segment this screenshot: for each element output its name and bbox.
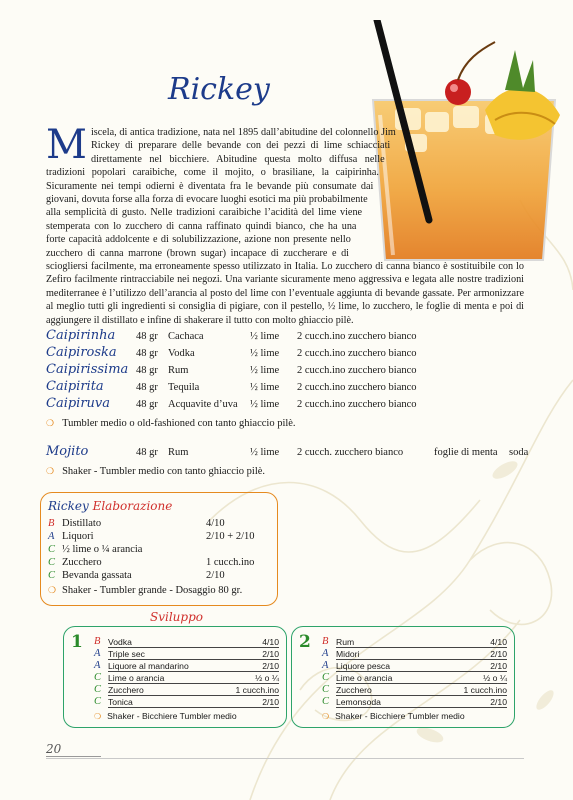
box-number: 1 [71, 632, 83, 652]
variant-row [46, 345, 447, 362]
row-letter: B [48, 518, 55, 529]
variant-sugar: 2 cucch.ino zucchero bianco [297, 382, 417, 393]
row-letter: C [322, 696, 330, 707]
row-letter: B [94, 636, 101, 647]
variant-lime: ½ lime [250, 331, 280, 342]
variant-lime: ½ lime [250, 365, 280, 376]
variant-qty: 48 gr [136, 365, 158, 376]
variant-sugar: 2 cucch.ino zucchero bianco [297, 348, 417, 359]
page-title: Rickey [168, 72, 270, 107]
mojito-note [46, 466, 265, 477]
variant-row [46, 379, 447, 396]
row-item: Lime o arancia [108, 673, 165, 683]
sviluppo-note-text: Shaker - Bicchiere Tumbler medio [335, 711, 465, 721]
row-letter: C [48, 557, 56, 568]
row-letter: A [322, 660, 329, 671]
row-item: Vodka [108, 637, 132, 647]
sviluppo-row [94, 649, 279, 660]
variants-note-text: Tumbler medio o old-fashioned con tanto ghiaccio pilè. [62, 418, 296, 429]
variant-qty: 48 gr [136, 348, 158, 359]
variant-sugar: 2 cucch.ino zucchero bianco [297, 399, 417, 410]
variant-row [46, 328, 447, 345]
sviluppo-row [322, 685, 507, 696]
row-letter: C [94, 696, 102, 707]
elaborazione-row [48, 531, 255, 542]
sviluppo-row [322, 649, 507, 660]
sviluppo-row [94, 661, 279, 672]
row-amount: 2/10 [262, 661, 279, 671]
sviluppo-row [322, 673, 507, 684]
variant-spirit: Cachaca [168, 331, 204, 342]
row-amount: 1 cucch.ino [235, 685, 279, 695]
page-number: 20 [46, 742, 101, 757]
row-letter: A [94, 660, 101, 671]
row-amount: 2/10 [490, 697, 507, 707]
row-letter: C [48, 570, 56, 581]
sviluppo-row [322, 697, 507, 708]
row-amount: 4/10 [262, 637, 279, 647]
row-item: Tonica [108, 697, 133, 707]
row-item: Liquore al mandarino [108, 661, 189, 671]
sviluppo-note [322, 711, 465, 721]
variant-spirit: Tequila [168, 382, 200, 393]
row-item: Lemonsoda [336, 697, 381, 707]
variant-lime: ½ lime [250, 399, 280, 410]
row-item: Liquore pesca [336, 661, 390, 671]
row-item: Lime o arancia [336, 673, 393, 683]
mojito-name: Mojito [46, 444, 89, 459]
variant-lime: ½ lime [250, 348, 280, 359]
row-letter: C [48, 544, 56, 555]
variant-lime: ½ lime [250, 382, 280, 393]
row-item: Triple sec [108, 649, 145, 659]
sviluppo-title: Sviluppo [150, 610, 203, 624]
mojito-row [46, 444, 528, 459]
elaborazione-row [48, 557, 254, 568]
variant-name: Caipirinha [46, 328, 116, 343]
sviluppo-note-text: Shaker - Bicchiere Tumbler medio [107, 711, 237, 721]
variant-row [46, 396, 447, 413]
variant-qty: 48 gr [136, 399, 158, 410]
variant-qty: 48 gr [136, 331, 158, 342]
variant-name: Caipiruva [46, 396, 111, 411]
bullet-circle-icon: ❍ [322, 712, 330, 721]
sviluppo-row [94, 673, 279, 684]
row-amount: 2/10 [262, 697, 279, 707]
row-item: Zucchero [108, 685, 144, 695]
variant-name: Caipirissima [46, 362, 129, 377]
row-amount: 2/10 [262, 649, 279, 659]
elaborazione-row [48, 544, 206, 555]
row-item: Liquori [62, 531, 94, 542]
row-item: Rum [336, 637, 355, 647]
elaborazione-note [48, 585, 242, 596]
row-letter: A [322, 648, 329, 659]
row-amount: 2/10 + 2/10 [206, 531, 255, 542]
bullet-circle-icon: ❍ [46, 418, 55, 428]
sviluppo-row [94, 685, 279, 696]
mojito-soda: soda [509, 447, 529, 458]
variant-sugar: 2 cucch.ino zucchero bianco [297, 331, 417, 342]
row-amount: ½ o ¼ [483, 673, 507, 683]
row-letter: B [322, 636, 329, 647]
sviluppo-note [94, 711, 237, 721]
row-amount: 2/10 [490, 661, 507, 671]
elaborazione-title-word: Elaborazione [92, 499, 173, 513]
row-letter: C [322, 684, 330, 695]
elaborazione-title [48, 499, 172, 513]
elaborazione-box [40, 492, 278, 606]
sviluppo-row [322, 637, 507, 648]
variant-row [46, 362, 447, 379]
variant-sugar: 2 cucch.ino zucchero bianco [297, 365, 417, 376]
intro-paragraph [46, 122, 524, 327]
row-amount: 4/10 [490, 637, 507, 647]
row-item: Zucchero [62, 557, 102, 568]
drop-cap: M [46, 122, 87, 168]
elaborazione-title-rickey: Rickey [48, 499, 89, 513]
row-amount: 2/10 [206, 570, 225, 581]
row-letter: C [322, 672, 330, 683]
row-item: Midori [336, 649, 360, 659]
elaborazione-note-text: Shaker - Tumbler grande - Dosaggio 80 gr. [62, 585, 243, 596]
row-item: Distillato [62, 518, 102, 529]
mojito-qty: 48 gr [136, 447, 158, 458]
row-letter: A [48, 531, 55, 542]
variants-table [46, 328, 447, 413]
row-amount: 1 cucch.ino [206, 557, 255, 568]
row-item: Bevanda gassata [62, 570, 132, 581]
bullet-circle-icon: ❍ [46, 466, 55, 476]
elaborazione-row [48, 570, 225, 581]
sviluppo-row [94, 637, 279, 648]
row-amount: 1 cucch.ino [463, 685, 507, 695]
sviluppo-box-1 [63, 626, 287, 728]
bullet-circle-icon: ❍ [48, 585, 57, 595]
variants-note [46, 418, 296, 429]
mojito-sugar: 2 cucch. zucchero bianco [297, 447, 404, 458]
intro-text: iscela, di antica tradizione, nata nel 1895 dall’abitudine del colonnello Jim Rickey di preparare delle bevande con dei pezzi di lime schiacciati direttamente nel bicchiere. Abitudine questa molto diffusa nelle tradizioni popolari caraibiche, come il mojito, o brasiliane, la caipirinha. Sicuramente nei tempi odierni è diventata fra le bevande più consumate dai giovani, dovuta forse alla forza di evocare luoghi esotici ma più probabilmente alla semplicità di gusto. Nelle tradizioni caraibiche l’acidità del lime viene stemperata con lo zucchero di canna raffinato quindi bianco, che ha una forte capacità addolcente e di solubilizzazione, azione non presente nello zucchero di canna marrone (brown sugar) incapace di zuccherare e di sciogliersi facilmente, ma erroneamente spesso utilizzato in Italia. Lo zucchero di canna bianco è sostituibile con lo Zefiro facilmente rintracciabile nei negozi. Una variante sicuramente meno aggressiva e legata alle nostre tradizioni mediterranee è l’utilizzo dell’arancia al posto del lime con l’eventuale aggiunta di bevande gassate. Per armonizzare al meglio tutti gli ingredienti si consiglia di pigiare, con il pestello, ½ lime, lo zucchero, le foglie di menta e poi di aggiungere il distillato e infine di shakerare il tutto con molto ghiaccio pilè. [46, 127, 524, 326]
footer-divider [46, 758, 524, 759]
variant-spirit: Acquavite d’uva [168, 399, 238, 410]
row-letter: A [94, 648, 101, 659]
mojito-note-text: Shaker - Tumbler medio con tanto ghiaccio pilè. [62, 466, 266, 477]
sviluppo-box-2 [291, 626, 515, 728]
bullet-circle-icon: ❍ [94, 712, 102, 721]
row-amount: 4/10 [206, 518, 225, 529]
row-amount: ½ o ¼ [255, 673, 279, 683]
variant-name: Caipirita [46, 379, 104, 394]
variant-name: Caipiroska [46, 345, 117, 360]
elaborazione-row [48, 518, 225, 529]
mojito-mint: foglie di menta [434, 447, 498, 458]
variant-qty: 48 gr [136, 382, 158, 393]
row-letter: C [94, 672, 102, 683]
variant-spirit: Vodka [168, 348, 195, 359]
row-item: ½ lime o ¼ arancia [62, 544, 143, 555]
mojito-lime: ½ lime [250, 447, 280, 458]
row-amount: 2/10 [490, 649, 507, 659]
variant-spirit: Rum [168, 365, 189, 376]
mojito-spirit: Rum [168, 447, 189, 458]
box-number: 2 [299, 632, 311, 652]
row-item: Zucchero [336, 685, 372, 695]
row-letter: C [94, 684, 102, 695]
sviluppo-row [322, 661, 507, 672]
sviluppo-row [94, 697, 279, 708]
